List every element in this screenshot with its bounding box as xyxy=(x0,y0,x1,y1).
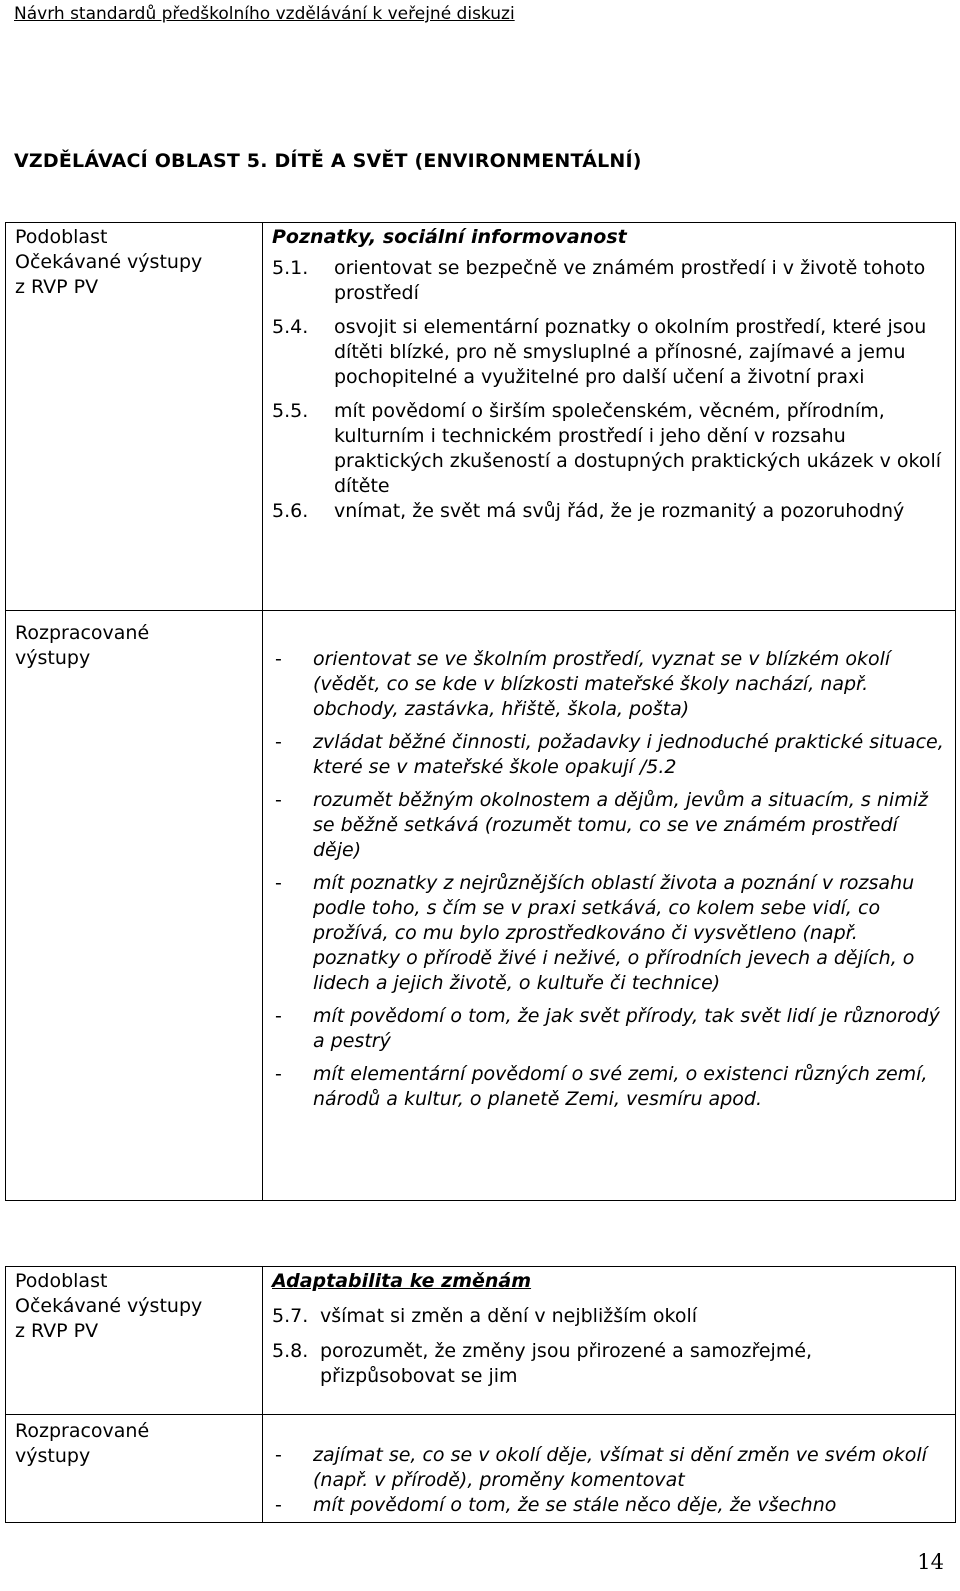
table-row-expected-outputs xyxy=(6,223,956,611)
list-dash: - xyxy=(275,1444,282,1466)
document-header: Návrh standardů předškolního vzdělávání k veřejné diskuzi xyxy=(14,4,515,24)
expected-outputs-cell xyxy=(263,1267,956,1415)
elaborated-outputs-cell xyxy=(263,611,956,1201)
row-label-cell xyxy=(6,1267,263,1415)
list-dash: - xyxy=(275,1063,282,1085)
label-podoblast: Podoblast xyxy=(15,1270,108,1292)
list-item-text: zajímat se, co se v okolí děje, všímat si dění změn ve svém okolí (např. v přírodě), proměny komentovat xyxy=(313,1444,927,1491)
goal-item xyxy=(272,315,947,390)
label-ocekavane-vystupy: Očekávané výstupy xyxy=(15,1295,203,1317)
section-title: VZDĚLÁVACÍ OBLAST 5. DÍTĚ A SVĚT (ENVIRONMENTÁLNÍ) xyxy=(14,150,642,172)
subarea-title: Adaptabilita ke změnám xyxy=(272,1270,532,1292)
row-label-cell xyxy=(6,611,263,1201)
list-item xyxy=(272,788,947,863)
goal-number: 5.4. xyxy=(272,316,309,338)
list-dash: - xyxy=(275,731,282,753)
list-dash: - xyxy=(275,1005,282,1027)
goal-text: porozumět, že změny jsou přirozené a samozřejmé, přizpůsobovat se jim xyxy=(320,1340,813,1387)
list-item-text: rozumět běžným okolnostem a dějům, jevům a situacím, s nimiž se běžně setkává (rozumět tomu, co se ve známém prostředí děje) xyxy=(313,789,928,861)
goal-item xyxy=(272,399,947,499)
goal-text: orientovat se bezpečně ve známém prostředí i v životě tohoto prostředí xyxy=(334,257,926,304)
row-label-cell xyxy=(6,1415,263,1523)
goal-text: osvojit si elementární poznatky o okolním prostředí, které jsou dítěti blízké, pro ně smysluplné a přínosné, zajímavé a jemu pochopitelné a využitelné pro další učení a životní praxi xyxy=(334,316,927,388)
goal-number: 5.8. xyxy=(272,1340,309,1362)
list-item-text: mít poznatky z nejrůznějších oblastí života a poznání v rozsahu podle toho, s čím se v praxi setkává, co kolem sebe vidí, co prožívá, co mu bylo zprostředkováno či vysvětleno (např. poznatky o přírodě živé i neživé, o přírodních jevech a dějích, o lidech a jejich životě, o kultuře či technice) xyxy=(313,872,915,994)
label-vystupy: výstupy xyxy=(15,1445,91,1467)
goal-item xyxy=(272,256,947,306)
row-label-cell xyxy=(6,223,263,611)
table-adaptabilita xyxy=(5,1266,956,1523)
list-item xyxy=(272,871,947,996)
list-dash: - xyxy=(275,1494,282,1516)
list-item xyxy=(272,1004,947,1054)
subarea-title: Poznatky, sociální informovanost xyxy=(272,226,627,248)
label-ocekavane-vystupy: Očekávané výstupy xyxy=(15,251,203,273)
table-row-expected-outputs xyxy=(6,1267,956,1415)
list-item xyxy=(272,730,947,780)
goal-text: všímat si změn a dění v nejbližším okolí xyxy=(320,1305,698,1327)
table-row-elaborated-outputs xyxy=(6,611,956,1201)
list-dash: - xyxy=(275,872,282,894)
label-podoblast: Podoblast xyxy=(15,226,108,248)
list-item-text: mít elementární povědomí o své zemi, o existenci různých zemí, národů a kultur, o planetě Zemi, vesmíru apod. xyxy=(313,1063,928,1110)
outputs-list xyxy=(272,1443,947,1518)
list-item xyxy=(272,1062,947,1112)
label-vystupy: výstupy xyxy=(15,647,91,669)
table-row-elaborated-outputs xyxy=(6,1415,956,1523)
outputs-list xyxy=(272,647,947,1112)
goal-text: vnímat, že svět má svůj řád, že je rozmanitý a pozoruhodný xyxy=(334,500,905,522)
goal-number: 5.1. xyxy=(272,257,309,279)
list-item xyxy=(272,1493,947,1518)
expected-outputs-cell xyxy=(263,223,956,611)
table-poznatky xyxy=(5,222,956,1201)
page-number: 14 xyxy=(917,1550,944,1574)
goal-number: 5.5. xyxy=(272,400,309,422)
label-rozpracovane: Rozpracované xyxy=(15,622,150,644)
list-item-text: zvládat běžné činnosti, požadavky i jednoduché praktické situace, které se v mateřské škole opakují /5.2 xyxy=(313,731,944,778)
goal-number: 5.7. xyxy=(272,1305,309,1327)
list-item-text: mít povědomí o tom, že se stále něco děje, že všechno xyxy=(313,1494,837,1516)
list-item xyxy=(272,1443,947,1493)
label-rvp-pv: z RVP PV xyxy=(15,276,99,298)
label-rvp-pv: z RVP PV xyxy=(15,1320,99,1342)
goal-item xyxy=(272,1339,947,1389)
goal-item xyxy=(272,1304,947,1329)
elaborated-outputs-cell xyxy=(263,1415,956,1523)
list-dash: - xyxy=(275,648,282,670)
list-dash: - xyxy=(275,789,282,811)
list-item-text: mít povědomí o tom, že jak svět přírody, tak svět lidí je různorodý a pestrý xyxy=(313,1005,940,1052)
goal-text: mít povědomí o širším společenském, věcném, přírodním, kulturním i technickém prostředí i jeho dění v rozsahu praktických zkušeností a dostupných praktických ukázek v okolí dítěte xyxy=(334,400,942,497)
label-rozpracovane: Rozpracované xyxy=(15,1420,150,1442)
goal-number: 5.6. xyxy=(272,500,309,522)
list-item xyxy=(272,647,947,722)
list-item-text: orientovat se ve školním prostředí, vyznat se v blízkém okolí (vědět, co se kde v blízkosti mateřské školy nachází, např. obchody, zastávka, hřiště, škola, pošta) xyxy=(313,648,891,720)
goal-item xyxy=(272,499,947,524)
